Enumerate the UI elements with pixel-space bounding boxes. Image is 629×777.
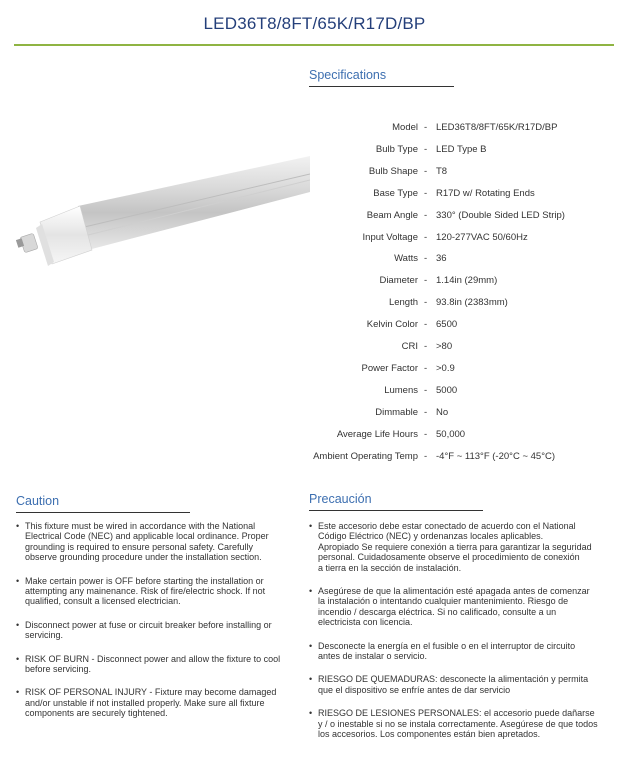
bullet-icon: • [16,687,20,698]
list-item-text: Disconnect power at fuse or circuit breaker before installing or servicing. [25,619,272,641]
spec-row [300,275,620,289]
spec-separator: - [424,384,428,396]
spec-value: 93.8in (2383mm) [436,297,508,309]
spec-separator: - [424,341,428,352]
bullet-icon: • [309,674,313,685]
spec-separator: - [424,319,428,331]
bullet-icon: • [16,521,20,531]
spec-row [300,407,620,421]
spec-value: LED36T8/8FT/65K/R17D/BP [436,122,558,133]
spec-value: >0.9 [436,362,455,374]
spec-separator: - [424,143,428,155]
spec-separator: - [424,297,428,309]
spec-row [300,297,620,311]
spec-label: Watts [394,253,418,265]
spec-label: CRI [401,341,418,352]
title-divider [14,44,614,46]
bullet-icon: • [309,586,313,596]
bullet-icon: • [309,640,313,651]
spec-row [300,144,620,158]
spec-row [300,363,620,377]
spec-separator: - [424,275,428,287]
spec-value: R17D w/ Rotating Ends [436,187,535,199]
specifications-heading: Specifications [309,68,387,82]
spec-label: Beam Angle [366,209,418,221]
spec-row [300,253,620,267]
spec-label: Average Life Hours [336,428,418,440]
spec-label: Bulb Type [375,143,418,155]
list-item-text: Asegúrese de que la alimentación esté apagada antes de comenzar la instalación o intentando cualquier mantenimiento. Riesgo de incendio / descarga eléctrica. Si no calificado, consulte a un electricista con licencia. [318,586,590,628]
list-item-text: This fixture must be wired in accordance with the National Electrical Code (NEC) and applicable local ordinance. Proper grounding is required to ensure personal safety. Carefully observe grounding procedure under the installation section. [25,521,269,563]
spec-row [300,122,620,136]
spec-value: T8 [436,165,448,177]
precaucion-heading: Precaución [309,492,372,506]
caution-divider [16,512,190,513]
spec-value: >80 [436,341,453,352]
spec-row [300,319,620,333]
caution-heading: Caution [16,494,60,508]
spec-row [300,451,620,465]
bullet-icon: • [309,521,313,531]
spec-value: 50,000 [436,428,466,440]
list-item-text: Make certain power is OFF before starting the installation or attempting any mainenance. Risk of fire/electric shock. If not qualified, consult a licensed electrician. [25,575,266,607]
spec-value: No [436,406,449,418]
spec-separator: - [424,209,428,221]
spec-row [300,429,620,443]
spec-label: Bulb Shape [368,165,418,177]
spec-separator: - [424,122,428,133]
spec-separator: - [424,362,428,374]
list-item-text: RISK OF BURN - Disconnect power and allow the fixture to cool before servicing. [25,653,281,674]
bullet-icon: • [309,708,313,719]
spec-row [300,188,620,202]
page-title: LED36T8/8FT/65K/R17D/BP [203,14,426,33]
bullet-icon: • [16,653,20,664]
spec-row [300,166,620,180]
spec-value: 36 [436,253,447,265]
spec-value: 5000 [436,384,458,396]
spec-separator: - [424,428,428,440]
led-tube-image [0,110,310,280]
spec-label: Lumens [384,384,418,396]
spec-label: Dimmable [375,406,418,418]
specifications-divider [309,86,454,87]
spec-label: Ambient Operating Temp [313,450,418,462]
spec-label: Power Factor [361,362,418,374]
spec-row [300,385,620,399]
spec-value: 330° (Double Sided LED Strip) [436,209,565,221]
spec-value: 120-277VAC 50/60Hz [436,231,528,243]
spec-label: Input Voltage [362,231,418,243]
spec-separator: - [424,450,428,462]
precaucion-divider [309,510,483,511]
bullet-icon: • [16,575,20,586]
spec-row [300,210,620,224]
list-item-text: Este accesorio debe estar conectado de acuerdo con el National Código Eléctrico (NEC) y ordenanzas locales aplicables. Apropiado Se requiere conexión a tierra para garantizar la seguridad personal. Cuidadosamente observe el procedimiento de conexión a tierra en la sección de instalación. [318,521,592,573]
spec-separator: - [424,406,428,418]
list-item-text: RIESGO DE QUEMADURAS: desconecte la alimentación y permita que el dispositivo se enfríe antes de dar servicio [318,674,589,695]
list-item-text: RIESGO DE LESIONES PERSONALES: el accesorio puede dañarse y / o inestable si no se instala correctamente. Asegúrese de que todos los accesorios. Los componentes están bien apretados. [318,708,598,739]
spec-separator: - [424,231,428,243]
spec-label: Base Type [373,187,418,199]
spec-separator: - [424,165,428,177]
spec-separator: - [424,187,428,199]
list-item-text: RISK OF PERSONAL INJURY - Fixture may become damaged and/or unstable if not installed properly. Make sure all fixture components are securely tightened. [25,687,277,719]
spec-value: LED Type B [436,143,487,155]
spec-label: Length [388,297,418,309]
spec-label: Model [392,122,418,133]
spec-separator: - [424,253,428,265]
spec-value: -4°F ~ 113°F (-20°C ~ 45°C) [436,450,556,462]
list-item-text: Desconecte la energía en el fusible o en el interruptor de circuito antes de instalar o servicio. [318,640,576,661]
spec-row [300,232,620,246]
bullet-icon: • [16,619,20,630]
spec-row [300,341,620,355]
spec-label: Diameter [379,275,418,287]
spec-value: 1.14in (29mm) [436,275,498,287]
spec-value: 6500 [436,319,458,331]
spec-label: Kelvin Color [366,319,418,331]
